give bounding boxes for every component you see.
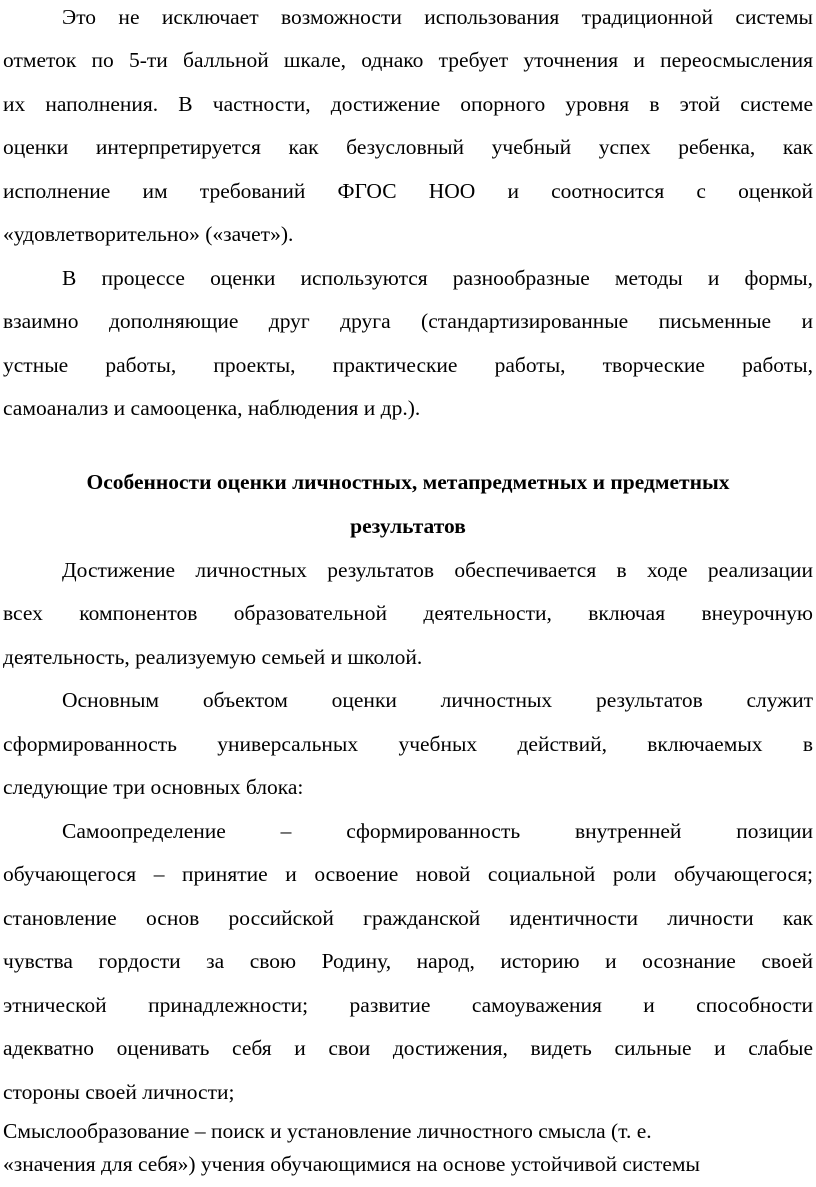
text-line: становление основ российской гражданской идентичности личности как bbox=[3, 906, 813, 930]
text-line: Основным объектом оценки личностных результатов служит bbox=[62, 688, 813, 712]
text-line: взаимно дополняющие друг друга (стандартизированные письменные и bbox=[3, 309, 813, 333]
text-line: Смыслообразование – поиск и установление личностного смысла (т. е. bbox=[3, 1119, 652, 1143]
section-heading: результатов bbox=[350, 514, 466, 538]
text-line: всех компонентов образовательной деятельности, включая внеурочную bbox=[3, 601, 813, 625]
text-line: этнической принадлежности; развитие самоуважения и способности bbox=[3, 993, 813, 1017]
text-line: отметок по 5-ти балльной шкале, однако требует уточнения и переосмысления bbox=[3, 48, 813, 72]
text-line: их наполнения. В частности, достижение опорного уровня в этой системе bbox=[3, 92, 813, 116]
text-line: Это не исключает возможности использования традиционной системы bbox=[62, 5, 813, 29]
text-line: обучающегося – принятие и освоение новой социальной роли обучающегося; bbox=[3, 862, 813, 886]
text-line: следующие три основных блока: bbox=[3, 775, 304, 799]
text-line: Самоопределение – сформированность внутренней позиции bbox=[62, 819, 813, 843]
text-line: деятельность, реализуемую семьей и школой. bbox=[3, 645, 423, 669]
text-line: адекватно оценивать себя и свои достижения, видеть сильные и слабые bbox=[3, 1036, 813, 1060]
text-line: оценки интерпретируется как безусловный учебный успех ребенка, как bbox=[3, 135, 813, 159]
text-line: «удовлетворительно» («зачет»). bbox=[3, 222, 294, 246]
text-line: «значения для себя») учения обучающимися на основе устойчивой системы bbox=[3, 1152, 700, 1176]
text-line: исполнение им требований ФГОС НОО и соотносится с оценкой bbox=[3, 179, 813, 203]
text-line: В процессе оценки используются разнообразные методы и формы, bbox=[62, 266, 813, 290]
text-line: сформированность универсальных учебных действий, включаемых в bbox=[3, 732, 813, 756]
text-line: Достижение личностных результатов обеспечивается в ходе реализации bbox=[62, 558, 813, 582]
text-line: устные работы, проекты, практические работы, творческие работы, bbox=[3, 353, 813, 377]
text-line: стороны своей личности; bbox=[3, 1080, 235, 1104]
section-heading: Особенности оценки личностных, метапредметных и предметных bbox=[86, 470, 730, 494]
text-line: чувства гордости за свою Родину, народ, историю и осознание своей bbox=[3, 949, 813, 973]
text-line: самоанализ и самооценка, наблюдения и др.). bbox=[3, 396, 421, 420]
